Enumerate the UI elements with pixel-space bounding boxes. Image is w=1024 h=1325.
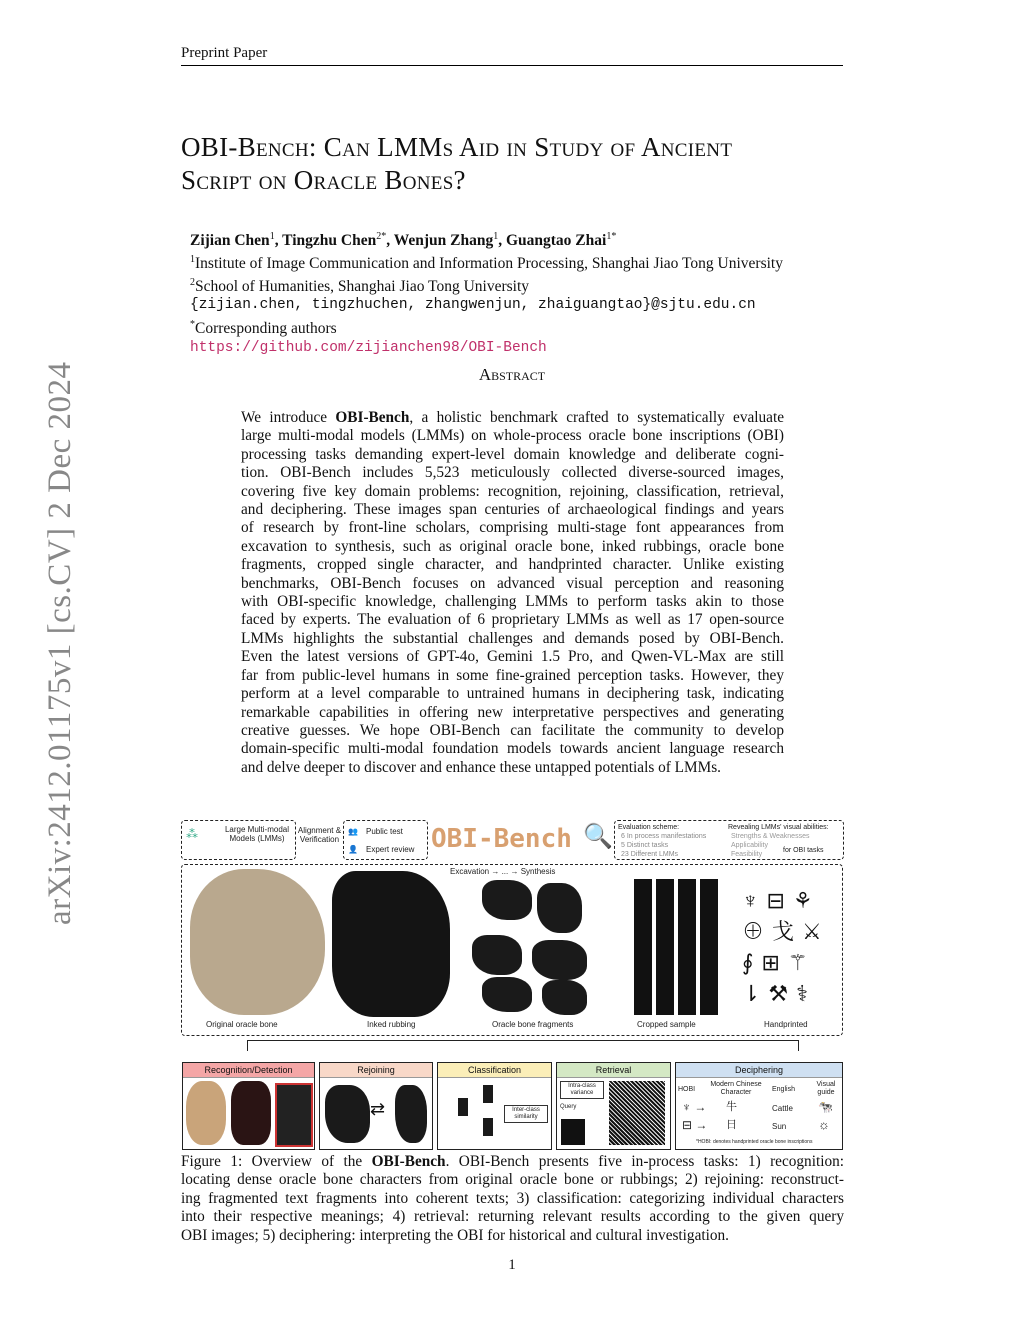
abstract-line: excavation to synthesis, such as original oracle bone, inked rubbings, oracle bone (241, 537, 784, 555)
task-panel-retrieval: Retrieval Intra-class variance Query (556, 1062, 671, 1150)
paper-title-line-2: Script on Oracle Bones? (181, 165, 466, 195)
fragment (542, 980, 587, 1015)
author-names: Zijian Chen$^1$, Tingzhu Chen$^{2*}$, Wenjun Zhang$^1$, Guangtao Zhai$^{1*}$ (190, 231, 617, 250)
intra-class-note: Intra-class variance (560, 1081, 604, 1099)
abstract-line: fragments, cropped single character, and handprinted character. Unlike existing (241, 556, 784, 574)
alignment-label: Alignment & Verification (297, 826, 342, 844)
affiliation-2: $^2$School of Humanities, Shanghai Jiao Tong University (190, 277, 529, 296)
fragment (532, 940, 587, 980)
expert-icon: 👤 (348, 845, 358, 854)
running-header: Preprint Paper (181, 45, 268, 61)
header-rule (181, 65, 843, 66)
figure-1-overview (181, 818, 844, 1150)
inked-rubbing-image (332, 871, 450, 1017)
task-panel-rejoining: Rejoining ⇄ (319, 1062, 433, 1150)
abstract-line: domain-specific multi-modal foundation models towards ancient language research (241, 740, 784, 758)
corresponding-note: *Corresponding authors (190, 319, 337, 338)
arxiv-stamp: arXiv:2412.01175v1 [cs.CV] 2 Dec 2024 (42, 361, 78, 925)
abstract-line: and delve deeper to discover and enhance these untapped potentials of LMMs. (241, 758, 721, 776)
abstract-line: faced by experts. The evaluation of 6 proprietary LMMs as well as 17 open-source (241, 611, 784, 629)
caption-line: Figure 1: Overview of the OBI-Bench. OBI-Bench presents five in-process tasks: 1) recognition: (181, 1153, 845, 1170)
author-block (190, 227, 783, 358)
author-name: Guangtao Zhai (505, 232, 607, 250)
abstract-line: LMMs highlights the substantial challenges and demands posed by OBI-Bench. (241, 629, 784, 647)
abstract-line: tion. OBI-Bench includes 5,523 meticulously collected diverse-sourced images, (241, 464, 784, 482)
abstract-body (241, 409, 784, 777)
abstract-line: processing tasks demanding expert-level domain knowledge and deliberate cogni- (241, 445, 784, 463)
cattle-icon: 🐄 (818, 1100, 833, 1114)
caption-line: into their respective meanings; 4) retrieval: returning relevant results according to the given query (181, 1208, 844, 1226)
abstract-line: Even the latest versions of GPT-4o, Gemini 1.5 Pro, and Qwen-VL-Max are still (241, 648, 784, 666)
abstract-line: remarkable capabilities in offering new interpretative perspectives and generating (241, 703, 784, 721)
magnifier-brush-icon: 🔍 (583, 823, 613, 850)
affiliation-1: $^1$Institute of Image Communication and Information Processing, Shanghai Jiao Tong University (190, 254, 783, 273)
swap-icon: ⇄ (370, 1099, 386, 1119)
task-panel-deciphering: Deciphering HOBI Modern Chinese Character English Visual guide ♆ → 牛 Cattle 🐄 ⊟ → 日 Sun ☼ *HOBI: denotes handprinted oracle bone inscriptions (675, 1062, 843, 1150)
abstract-line: benchmarks, OBI-Bench focuses on advanced visual perception and reasoning (241, 574, 784, 592)
task-panel-recognition (182, 1062, 315, 1150)
author-name: Zijian Chen (190, 232, 270, 250)
author-name: Wenjun Zhang (393, 232, 494, 250)
caption-line: locating dense oracle bone characters from original oracle bone or rubbings; 2) rejoining: reconstruct- (181, 1171, 844, 1189)
people-icon: 👥 (348, 827, 358, 836)
paper-title-line-1: OBI-Bench: Can LMMs Aid in Study of Ancient (181, 132, 733, 162)
figure-caption (181, 1153, 844, 1245)
task-panel-classification: Classification Inter-class similarity (437, 1062, 552, 1150)
cropped-samples-image (634, 879, 718, 1015)
author-name: Tingzhu Chen (282, 232, 377, 250)
stages-box: Excavation → ... → Synthesis ♆⊟⚘ ⊕戈⚔ ∮⊞⚚ ⇂⚒⚕ Original oracle bone Inked rubbing Oracle bone fragments Cropped sample Handprinted (181, 864, 843, 1036)
author-emails: {zijian.chen, tingzhuchen, zhangwenjun, zhaiguangtao}@sjtu.edu.cn (190, 297, 756, 314)
abstract-line: of research by front-line scholars, comprising multi-stage font appearances from (241, 519, 784, 537)
abstract-line: perform at a level comparable to untrained humans in deciphering task, indicating (241, 685, 784, 703)
fragment (472, 935, 522, 975)
handprinted-characters: ♆⊟⚘ ⊕戈⚔ ∮⊞⚚ ⇂⚒⚕ (742, 888, 830, 1006)
lmm-box: ⁂ Large Multi-modal Models (LMMs) (181, 820, 296, 860)
human-eval-box: 👥 Public test 👤 Expert review (343, 820, 428, 860)
abstract-heading: Abstract (478, 365, 546, 384)
fragment (482, 880, 532, 920)
abstract-line: and deciphering. These images span centuries of archaeological findings and years (241, 501, 784, 519)
caption-line: ing fragmented text fragments into coherent texts; 3) classification: categorizing individual characters (181, 1189, 844, 1207)
network-icon: ⁂ (186, 827, 198, 841)
fragment (482, 977, 532, 1012)
task-label: Recognition/Detection (183, 1063, 314, 1078)
github-link[interactable]: https://github.com/zijianchen98/OBI-Bench (190, 339, 547, 356)
fragment (537, 883, 582, 933)
abstract-line: covering five key domain problems: recognition, rejoining, classification, retrieval, (241, 482, 784, 500)
abstract-line: with OBI-specific knowledge, challenging LMMs to perform tasks akin to those (241, 593, 784, 611)
sun-icon: ☼ (818, 1117, 830, 1132)
page-number: 1 (508, 1257, 516, 1273)
obi-bench-logo: OBI-Bench (431, 824, 572, 854)
task-connector (247, 1040, 799, 1051)
abstract-line: creative guesses. We hope OBI-Bench can facilitate the community to develop (241, 721, 784, 739)
abstract-line: far from public-level humans in some fine-grained perception tasks. However, they (241, 666, 784, 684)
evaluation-scheme-box: Evaluation scheme: 6 In process manifestations 5 Distinct tasks 23 Different LMMs Revealing LMMs' visual abilities: Strengths & Weaknesses Applicability Feasibility for OBI tasks (614, 820, 844, 860)
caption-line: OBI images; 5) deciphering: interpreting the OBI for historical and cultural investigation. (181, 1226, 729, 1244)
abstract-line: large multi-modal models (LMMs) on whole-process oracle bone inscriptions (OBI) (241, 427, 784, 445)
abstract-line: We introduce OBI-Bench, a holistic benchmark crafted to systematically evaluate (241, 409, 784, 426)
oracle-bone-image (190, 869, 325, 1015)
